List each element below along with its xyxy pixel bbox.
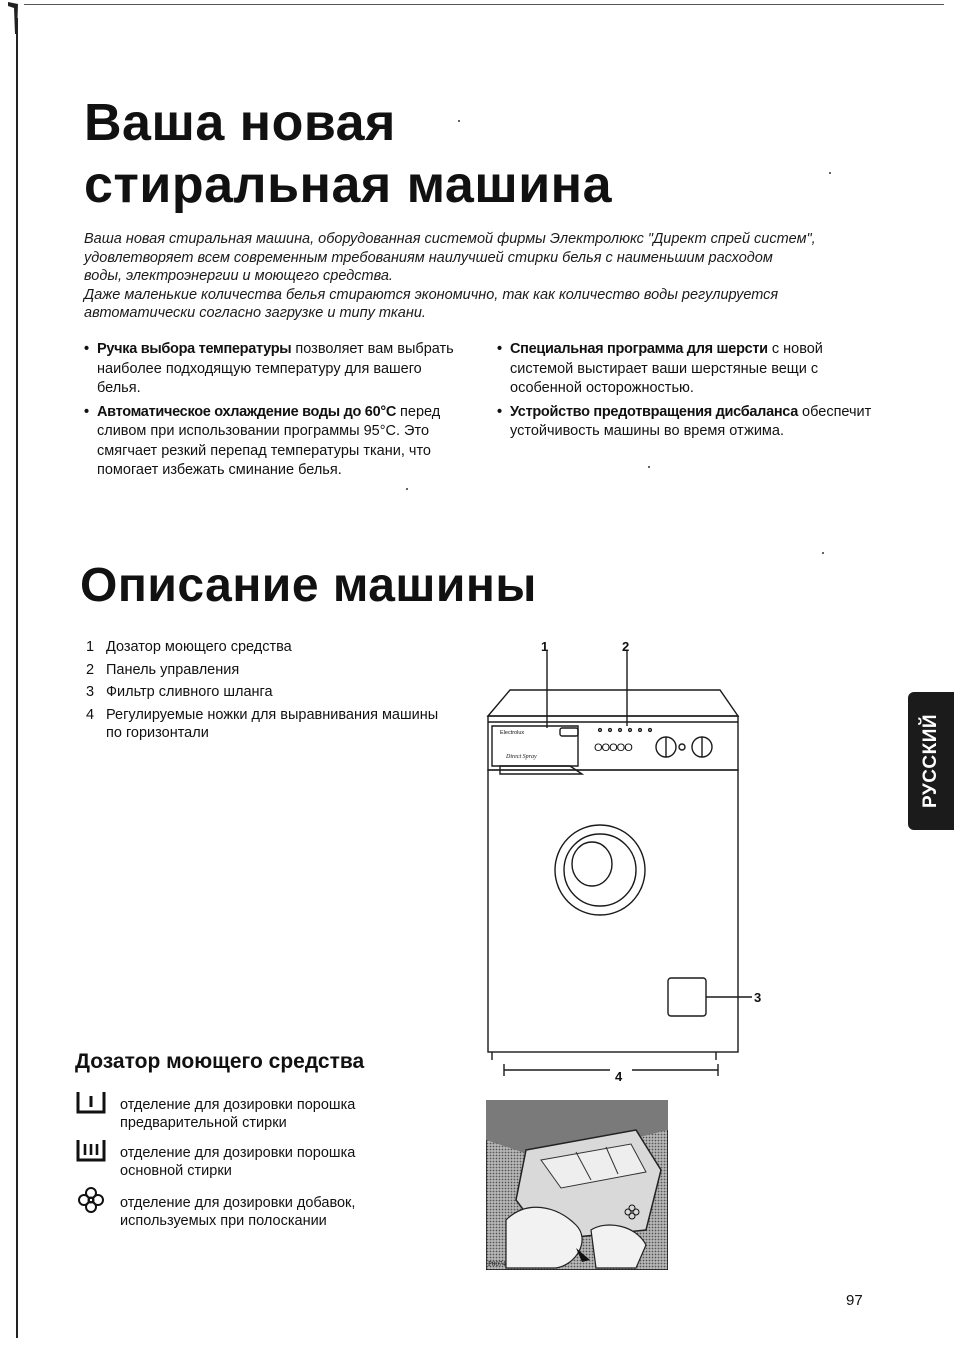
washing-machine-diagram: [470, 630, 770, 1090]
scan-speck: [406, 488, 408, 490]
feature-text: перед сливом при использовании программы 95°С. Это смягчает резкий перепад температуры ткани, что помогает избежать сминание белья.: [97, 403, 441, 478]
language-tab: [908, 692, 954, 830]
part-item: [86, 706, 446, 743]
language-label: РУССКИЙ: [920, 713, 941, 809]
feature-text: обеспечит устойчивость машины во время отжима.: [510, 403, 872, 439]
feature-text: позволяет вам выбрать наиболее подходящую температуру для вашего белья.: [97, 341, 454, 396]
scan-speck: [458, 120, 460, 122]
page-number: 97: [846, 1292, 863, 1309]
feature-item: [497, 403, 877, 442]
rule-mark-icon: [6, 0, 20, 36]
panel-buttons: OOOOO: [594, 742, 632, 754]
part-number: 3: [86, 684, 95, 700]
flower-softener-icon: [75, 1186, 107, 1214]
panel-model: Direct Spray: [506, 754, 537, 760]
intro-line-3: воды, электроэнергии и моющего средства.: [84, 268, 393, 284]
intro-paragraph: [84, 230, 884, 323]
callout-4: 4: [615, 1069, 623, 1084]
part-number: 2: [86, 661, 95, 678]
scan-speck: [822, 552, 824, 554]
feature-list-left: [84, 340, 464, 485]
feature-text: с новой системой выстирает ваши шерстяные вещи с особенной осторожностью.: [510, 341, 823, 396]
intro-line-4: Даже маленькие количества белья стираются экономично, так как количество воды регулируется: [84, 286, 779, 303]
part-number: 4: [86, 706, 95, 723]
feature-name: Специальная программа для шерсти: [510, 341, 768, 357]
feature-name: Ручка выбора температуры: [97, 341, 292, 357]
main-wash-compartment-icon: [75, 1136, 107, 1164]
top-rule: [24, 4, 944, 5]
feature-name: Автоматическое охлаждение воды до 60°С: [97, 403, 396, 420]
dispenser-item-text: отделение для дозировки порошка основной стирки: [120, 1145, 356, 1179]
intro-line-5: автоматически согласно загрузке и типу ткани.: [84, 305, 426, 321]
part-number: 1: [86, 639, 95, 655]
feature-list-right: [497, 340, 877, 446]
dispenser-item-text: отделение для дозировки добавок, используемых при полоскании: [120, 1195, 356, 1229]
scan-speck: [829, 172, 831, 174]
prewash-compartment-icon: [75, 1088, 107, 1116]
feature-item: [84, 403, 464, 481]
title-line-1: Ваша новая: [84, 94, 396, 152]
feature-item: [497, 340, 877, 399]
scan-speck: [648, 466, 650, 468]
callout-2: 2: [622, 639, 630, 654]
feature-item: [84, 340, 464, 399]
part-item: [86, 638, 446, 657]
left-margin-rule: [16, 18, 18, 1338]
part-item: [86, 661, 446, 680]
part-text: Дозатор моющего средства: [106, 639, 292, 655]
dispenser-item: [75, 1186, 420, 1230]
title-line-2: стиральная машина: [84, 156, 612, 214]
callout-3: 3: [754, 990, 762, 1005]
intro-line-2: удовлетворяет всем современным требованиям наилучшей стирки белья с наименьшим расходом: [84, 249, 773, 266]
part-text: Регулируемые ножки для выравнивания машины по горизонтали: [106, 706, 439, 741]
callout-1: 1: [541, 639, 549, 654]
part-text: Панель управления: [106, 661, 240, 678]
parts-list: [86, 638, 446, 747]
dispenser-item: [75, 1088, 420, 1132]
panel-brand: Electrolux: [500, 730, 525, 736]
dispenser-photo: [486, 1100, 668, 1270]
feature-name: Устройство предотвращения дисбаланса: [510, 403, 799, 420]
part-item: [86, 683, 446, 702]
dispenser-title: Дозатор моющего средства: [75, 1050, 365, 1073]
photo-code: P0074: [488, 1260, 506, 1268]
dispenser-item: [75, 1136, 420, 1180]
dispenser-item-text: отделение для дозировки порошка предварительной стирки: [120, 1097, 356, 1131]
intro-line-1: Ваша новая стиральная машина, оборудованная системой фирмы Электролюкс "Директ спрей систем",: [84, 231, 816, 247]
page-title: [84, 92, 612, 216]
section-title-machine-description: Описание машины: [80, 559, 537, 612]
part-text: Фильтр сливного шланга: [106, 684, 273, 700]
